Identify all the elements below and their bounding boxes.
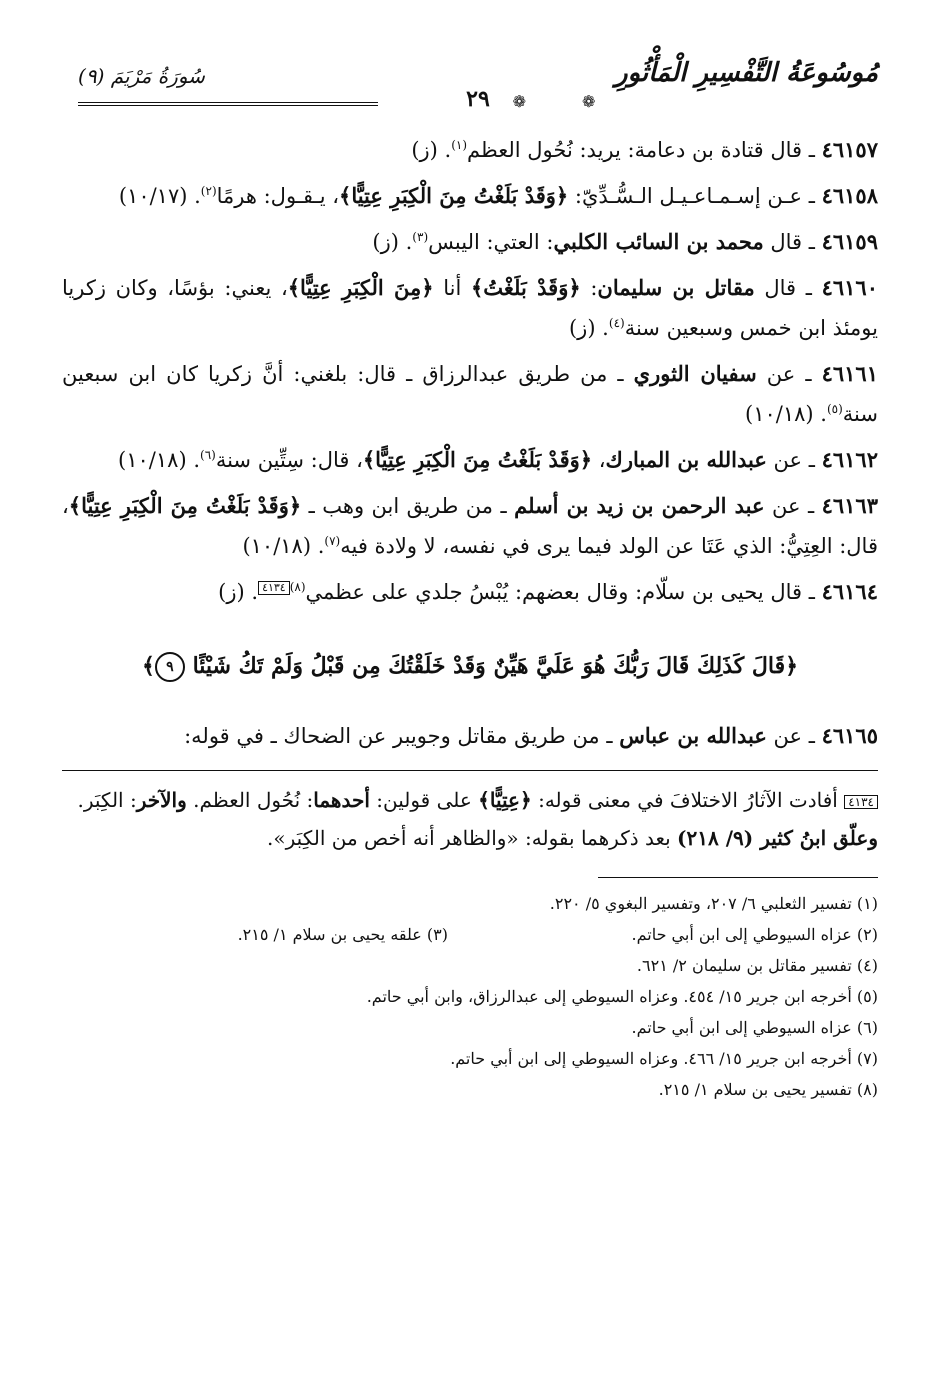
commentary-bold: أحدهما [313, 788, 370, 812]
athar-entry [62, 268, 878, 348]
entry-number: ٤٦١٦٢ [821, 447, 878, 472]
footnote: (١) تفسير الثعلبي ٦/ ٢٠٧، وتفسير البغوي ٥/ ٢٢٠. [549, 894, 878, 913]
entry-text: ـ عن [766, 448, 815, 472]
surah-title: سُورَةُ مَرْيَمَ (٩) [78, 64, 205, 88]
entry-number: ٤٦١٦٥ [821, 723, 878, 748]
commentary-text: : نُحُول العظم. [186, 788, 314, 812]
entry-text: ـ من طريق ابن وهب ـ [301, 494, 515, 518]
page-number: ٢٩ [466, 86, 490, 112]
quran-quote: ﴿وَقَدْ بَلَغْتُ مِنَ الْكِبَرِ عِتِيًّا﴾ [68, 493, 302, 518]
commentary-block [62, 781, 878, 857]
commentary-text: أفادت الآثارُ الاختلافَ في معنى قوله: [531, 788, 845, 812]
narrator-name: عبد الرحمن بن زيد بن أسلم [514, 493, 765, 518]
athar-entry [62, 354, 878, 434]
quran-quote: ﴿مِنَ الْكِبَرِ عِتِيًّا﴾ [287, 275, 434, 300]
quran-quote: ﴿عِتِيًّا﴾ [478, 788, 532, 812]
footnote-marker: (٤) [608, 316, 625, 330]
verse-text: ﴿قَالَ كَذَلِكَ قَالَ رَبُّكَ هُوَ عَلَيَّ هَيِّنٌ وَقَدْ خَلَقْتُكَ مِن قَبْلُ وَلَمْ تَكُ شَيْئًا [192, 653, 798, 679]
entry-text: ـ عـن إسـمـاعـيـل الـسُّـدِّيّ: [568, 184, 815, 208]
commentary-bold: وعلّق ابنُ كثير (٩/ ٢١٨) [677, 826, 878, 850]
athar-entry [62, 486, 878, 566]
entry-reference: . (ز) [218, 580, 259, 604]
quran-quote: ﴿وَقَدْ بَلَغْتُ مِنَ الْكِبَرِ عِتِيًّا﴾ [339, 183, 569, 208]
athar-entry [62, 440, 878, 480]
footnotes [62, 888, 878, 1105]
entry-number: ٤٦١٦٠ [821, 275, 878, 300]
entry-text: ـ عن [766, 724, 815, 748]
entry-text: ، قال: سِتِّين سنة [215, 448, 363, 472]
quran-quote: ﴿وَقَدْ بَلَغْتُ﴾ [470, 275, 581, 300]
entry-text: نُحُول العظم [467, 138, 573, 162]
commentary-separator [62, 770, 878, 771]
commentary-text: على قولين: [369, 788, 479, 812]
entry-text: ـ من طريق مقاتل وجويبر عن الضحاك ـ في قوله: [184, 724, 620, 748]
narrator-name: مقاتل بن سليمان [597, 275, 755, 300]
commentary-line [62, 819, 878, 857]
commentary-number: ٤١٣٤ [844, 795, 878, 809]
entry-number: ٤٦١٦٣ [821, 493, 878, 518]
footnote: (٢) عزاه السيوطي إلى ابن أبي حاتم. [631, 925, 878, 944]
footnote-marker: (٣) [412, 230, 429, 244]
ayah-number-icon: ٩ [155, 652, 185, 682]
footnote-separator [598, 877, 878, 878]
entry-reference: . (ز) [372, 230, 413, 254]
footnote: (٨) تفسير يحيى بن سلام ١/ ٢١٥. [658, 1080, 878, 1099]
commentary-text: بعد ذكرهما بقوله: «والظاهر أنه أخص من الكِبَر». [267, 826, 678, 850]
entry-text: ، [592, 448, 606, 472]
quran-quote: ﴿وَقَدْ بَلَغْتُ مِنَ الْكِبَرِ عِتِيًّا﴾ [362, 447, 593, 472]
entry-reference: . (١٠/١٨) [118, 448, 200, 472]
entry-reference: . (١٠/١٨) [242, 534, 325, 558]
athar-entry [62, 222, 878, 262]
commentary-link[interactable]: ٤١٣٤ [258, 581, 290, 595]
footnote-marker: (٢) [200, 184, 217, 198]
footnote-row [62, 919, 878, 950]
commentary-line [62, 781, 878, 819]
athar-entry [62, 176, 878, 216]
entry-number: ٤٦١٥٧ [821, 137, 878, 162]
quran-verse [62, 646, 878, 686]
entry-text: ـ من طريق عبدالرزاق ـ قال: بلغني: أنَّ زكريا كان ابن سبعين سنة [62, 362, 878, 426]
footnote: (٣) علقه يحيى بن سلام ١/ ٢١٥. [237, 925, 448, 944]
entry-number: ٤٦١٥٩ [821, 229, 878, 254]
header-rule-left [78, 102, 378, 106]
athar-entry [62, 572, 878, 612]
entry-reference: . (ز) [568, 316, 609, 340]
entry-text: ـ عن [756, 362, 812, 386]
narrator-name: عبدالله بن المبارك [605, 447, 767, 472]
footnote: (٧) أخرجه ابن جرير ١٥/ ٤٦٦. وعزاه السيوطي إلى ابن أبي حاتم. [450, 1049, 878, 1068]
entry-text: ، قال: العِتِيُّ: الذي عَتَا عن الولد فيما يرى في نفسه، لا ولادة فيه [62, 494, 878, 558]
entry-text: : [580, 276, 598, 300]
ornament-icon: ❁ [512, 92, 526, 111]
book-title: مُوسُوعَةُ التَّفْسِيرِ الْمَأْثُورِ [615, 58, 878, 88]
entry-text: ـ عن [764, 494, 815, 518]
footnote: (٤) تفسير مقاتل بن سليمان ٢/ ٦٢١. [636, 956, 878, 975]
entry-text: ، يـقـول: هرمًا [216, 184, 340, 208]
entry-text: ـ قال [763, 230, 815, 254]
commentary-text: : الكِبَر. [77, 788, 137, 812]
narrator-name: عبدالله بن عباس [619, 723, 767, 748]
footnote: (٦) عزاه السيوطي إلى ابن أبي حاتم. [631, 1018, 878, 1037]
entry-text: ـ قال يحيى بن سلّام: وقال بعضهم: [508, 580, 815, 604]
entry-reference: . (١٠/١٧) [118, 184, 201, 208]
entry-number: ٤٦١٥٨ [821, 183, 878, 208]
entry-text: ـ قال قتادة بن دعامة: يريد: [572, 138, 815, 162]
footnote-marker: (٦) [200, 448, 216, 462]
footnote: (٥) أخرجه ابن جرير ١٥/ ٤٥٤. وعزاه السيوطي إلى عبدالرزاق، وابن أبي حاتم. [366, 987, 878, 1006]
entry-number: ٤٦١٦١ [821, 361, 878, 386]
footnote-marker: (٧) [324, 534, 341, 548]
footnote-marker: (٥) [826, 402, 843, 416]
entry-text: ـ قال [754, 276, 812, 300]
entry-number: ٤٦١٦٤ [821, 579, 878, 604]
footnote-marker: (٨) [289, 580, 306, 594]
entry-text: ، يعني: بؤسًا، وكان زكريا يومئذ ابن خمس وسبعين سنة [62, 276, 878, 340]
narrator-name: محمد بن السائب الكلبي [553, 229, 764, 254]
commentary-bold: والآخر [136, 788, 187, 812]
verse-close: ﴾ [142, 653, 155, 679]
entry-text: يُبْسُ جلدي على عظمي [305, 580, 509, 604]
page-header [78, 58, 878, 114]
athar-entry [62, 716, 878, 756]
ornament-icon: ❁ [582, 92, 596, 111]
entry-reference: . (١٠/١٨) [745, 402, 827, 426]
narrator-name: سفيان الثوري [633, 361, 757, 386]
page-body [62, 130, 878, 1105]
entry-text: : العتي: اليبس [428, 230, 554, 254]
athar-entry [62, 130, 878, 170]
footnote-marker: (١) [451, 138, 468, 152]
entry-reference: . (ز) [411, 138, 452, 162]
entry-text: أنا [433, 276, 471, 300]
